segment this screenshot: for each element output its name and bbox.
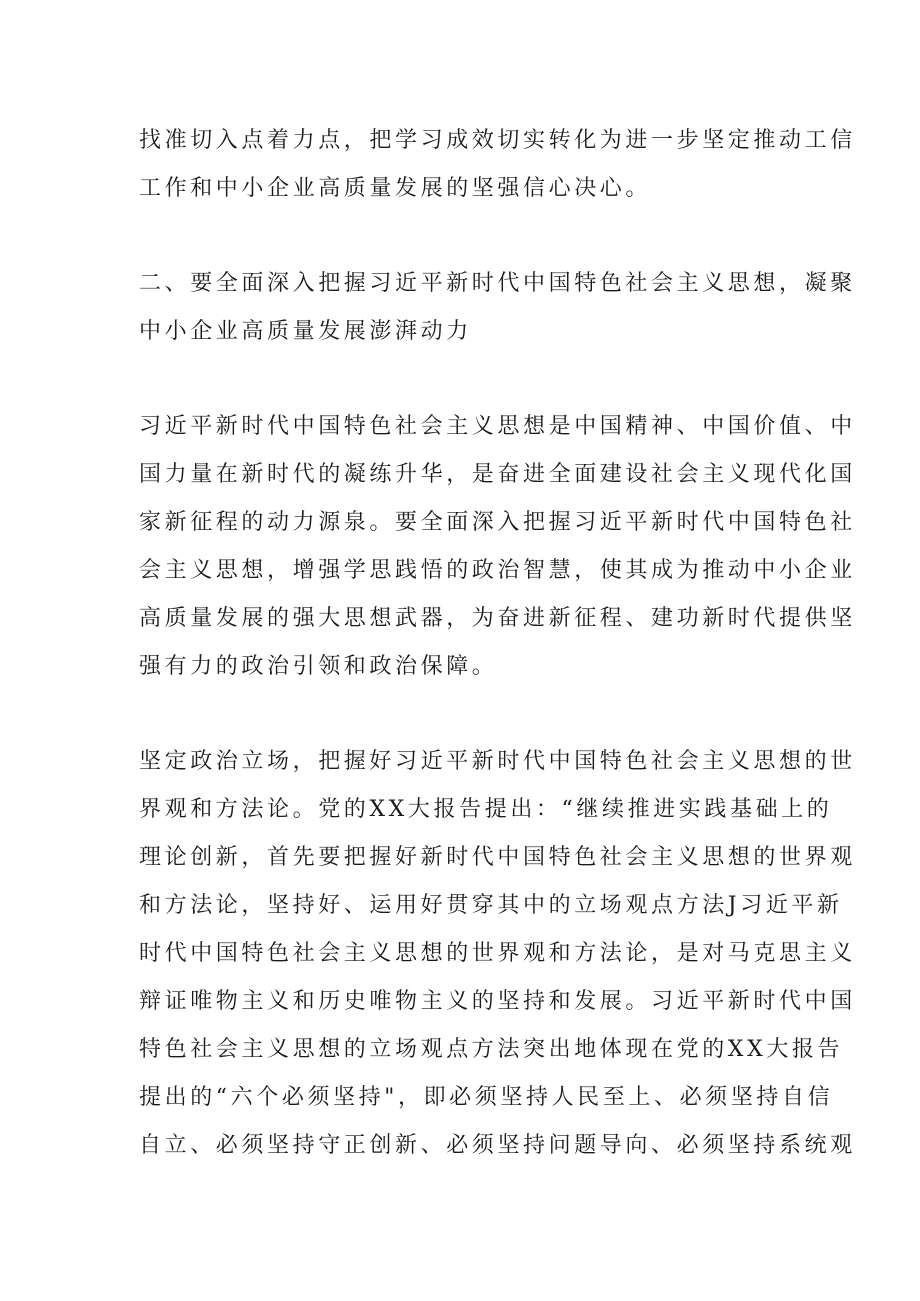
paragraph-2-line-2: 国力量在新时代的凝练升华，是奋进全面建设社会主义现代化国 [139, 462, 856, 487]
paragraph-3 [139, 738, 856, 1170]
paragraph-1-line-2: 工作和中小企业高质量发展的坚强信心决心。 [139, 176, 652, 201]
section-heading-2-line-2: 中小企业高质量发展澎湃动力 [139, 319, 472, 344]
paragraph-3-line-6: 辩证唯物主义和历史唯物主义的坚持和发展。习近平新时代中国 [139, 989, 856, 1014]
paragraph-3-line-7: 特色社会主义思想的立场观点方法突出地体现在党的XX大报告 [139, 1037, 844, 1062]
paragraph-1 [139, 117, 856, 213]
paragraph-2-line-1: 习近平新时代中国特色社会主义思想是中国精神、中国价值、中 [139, 414, 856, 439]
paragraph-3-line-1: 坚定政治立场，把握好习近平新时代中国特色社会主义思想的世 [139, 749, 856, 774]
section-heading-2-line-1: 二、要全面深入把握习近平新时代中国特色社会主义思想，凝聚 [139, 271, 856, 296]
paragraph-3-line-4: 和方法论，坚持好、运用好贯穿其中的立场观点方法J习近平新 [139, 893, 843, 918]
paragraph-3-line-5: 时代中国特色社会主义思想的世界观和方法论，是对马克思主义 [139, 941, 856, 966]
paragraph-1-line-1: 找准切入点着力点，把学习成效切实转化为进一步坚定推动工信 [139, 128, 856, 153]
paragraph-2-line-4: 会主义思想，增强学思践悟的政治智慧，使其成为推动中小企业 [139, 558, 856, 583]
paragraph-2-line-3: 家新征程的动力源泉。要全面深入把握习近平新时代中国特色社 [139, 510, 856, 535]
paragraph-3-line-9: 自立、必须坚持守正创新、必须坚持问题导向、必须坚持系统观 [139, 1133, 856, 1158]
section-heading-2 [139, 260, 856, 356]
paragraph-2-line-6: 强有力的政治引领和政治保障。 [139, 654, 498, 679]
paragraph-2-line-5: 高质量发展的强大思想武器，为奋进新征程、建功新时代提供坚 [139, 606, 856, 631]
paragraph-2 [139, 403, 856, 691]
paragraph-3-line-3: 理论创新，首先要把握好新时代中国特色社会主义思想的世界观 [139, 845, 856, 870]
paragraph-3-line-8: 提出的“六个必须坚持"，即必须坚持人民至上、必须坚持自信 [139, 1085, 834, 1110]
paragraph-3-line-2: 界观和方法论。党的XX大报告提出：“继续推进实践基础上的 [139, 797, 833, 822]
